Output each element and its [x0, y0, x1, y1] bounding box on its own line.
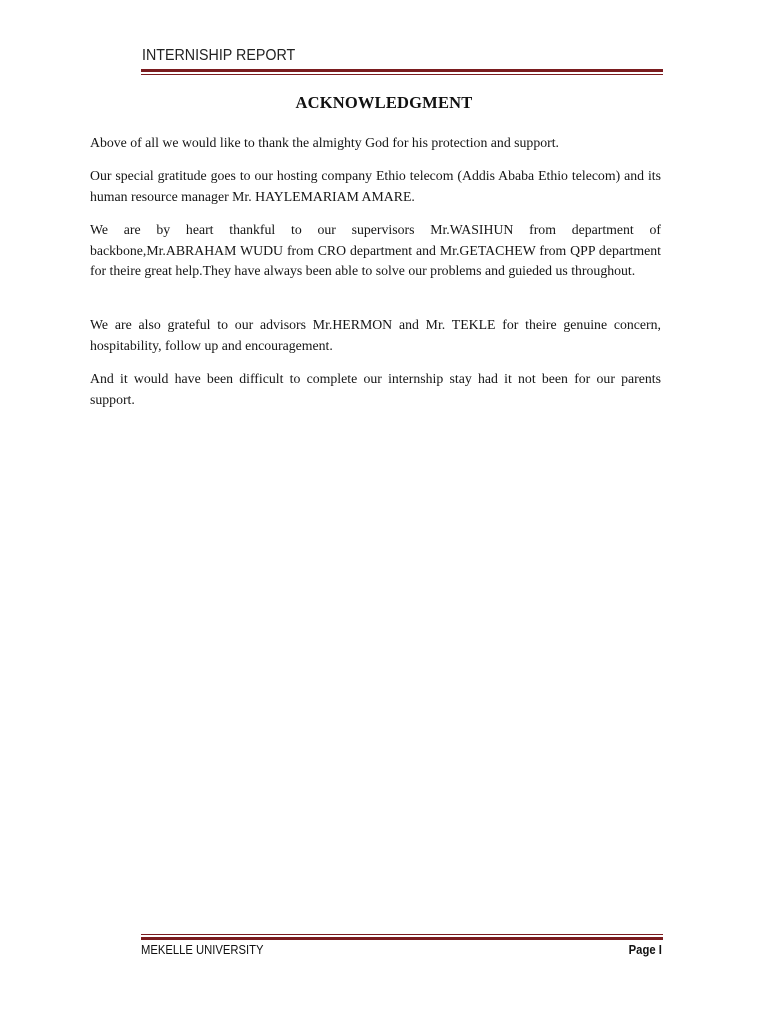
running-header: INTERNISHIP REPORT	[142, 47, 296, 64]
header-rule-thin	[141, 74, 663, 75]
page-heading: ACKNOWLEDGMENT	[295, 93, 473, 112]
paragraph-5: And it would have been difficult to complete our internship stay had it not been for our parents support.	[90, 371, 661, 407]
footer-rule-thin	[141, 934, 663, 935]
paragraph-4: We are also grateful to our advisors Mr.HERMON and Mr. TEKLE for theire genuine concern, hospitability, follow up and encouragement.	[90, 317, 661, 353]
page-number: Page I	[628, 943, 662, 957]
footer-university: MEKELLE UNIVERSITY	[141, 943, 264, 957]
paragraph-3: We are by heart thankful to our supervisors Mr.WASIHUN from department of backbone,Mr.ABRAHAM WUDU from CRO department and Mr.GETACHEW from QPP department for theire great help.They have always been able to solve our problems and guieded us throughout.	[90, 222, 661, 278]
paragraph-1: Above of all we would like to thank the almighty God for his protection and support.	[90, 135, 560, 150]
header-rule-thick	[141, 69, 663, 72]
paragraph-2: Our special gratitude goes to our hosting company Ethio telecom (Addis Ababa Ethio telecom) and its human resource manager Mr. HAYLEMARIAM AMARE.	[90, 168, 661, 204]
footer-rule-thick	[141, 937, 663, 940]
